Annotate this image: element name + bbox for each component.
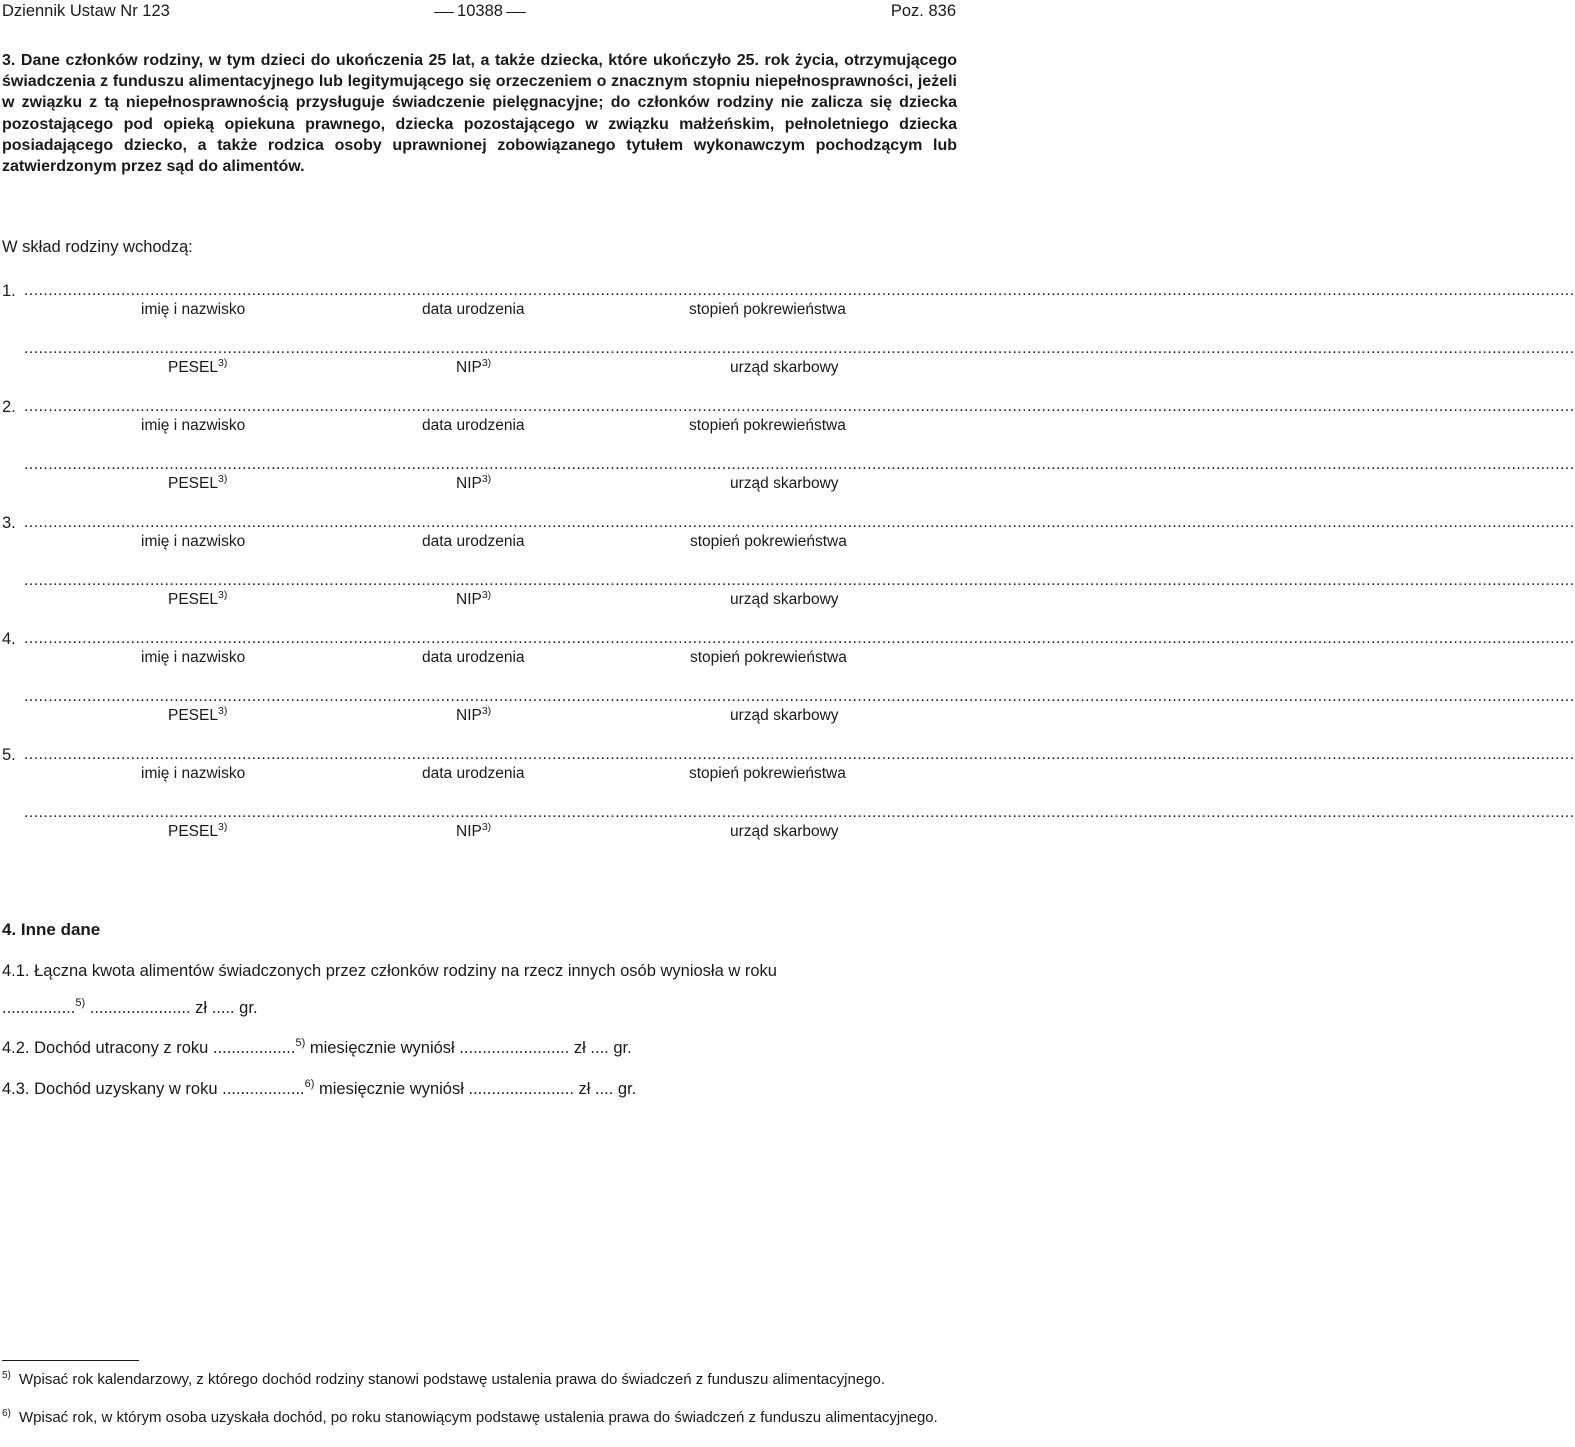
name-label: imię i nazwisko [141, 765, 246, 782]
footnote-ref: 5) [75, 997, 86, 1009]
family-member-5 [0, 746, 1575, 862]
birth-date-label: data urodzenia [422, 765, 525, 782]
footnote-ref: 3) [481, 473, 492, 485]
footnote-ref: 3) [481, 357, 492, 369]
section-3-heading: 3. Dane członków rodziny, w tym dzieci do ukończenia 25 lat, a także dziecka, które ukończyło 25. rok życia, otrzymującego świadczenia z funduszu alimentacyjnego lub legitymującego się orzeczeniem o znacznym stopniu niepełnosprawności, jeżeli w związku z tą niepełnosprawnością przysługuje świadczenie pielęgnacyjne; do członków rodziny nie zalicza się dziecka pozostającego pod opieką opiekuna prawnego, dziecka pozostającego w związku małżeńskim, pełnoletniego dziecka posiadającego dziecko, a także rodzica osoby uprawnionej zobowiązanego tytułem wykonawczym pochodzącym lub zatwierdzonym przez sąd do alimentów. [2, 52, 957, 176]
family-intro: W skład rodziny wchodzą: [2, 238, 193, 256]
relation-label: stopień pokrewieństwa [689, 417, 846, 434]
position-number: Poz. 836 [890, 2, 956, 20]
nip-label: NIP$^{3)}$ [456, 473, 492, 492]
pesel-nip-office-field[interactable]: ................................................................................................................................................................................................................................................................................................................................ [24, 456, 1575, 473]
tax-office-label: urząd skarbowy [730, 359, 839, 376]
relation-label: stopień pokrewieństwa [690, 649, 847, 666]
footnote-ref: 6) [304, 1078, 315, 1090]
tax-office-label: urząd skarbowy [730, 591, 839, 608]
footnote-ref: 3) [481, 821, 492, 833]
footnote-separator [2, 1360, 139, 1361]
footnote-ref: 3) [217, 821, 228, 833]
footnote-ref: 3) [217, 589, 228, 601]
name-birth-relation-field[interactable]: ................................................................................................................................................................................................................................................................................................................................ [24, 630, 1575, 647]
name-birth-relation-field[interactable]: ................................................................................................................................................................................................................................................................................................................................ [24, 514, 1575, 531]
pesel-label: PESEL$^{3)}$ [168, 821, 228, 840]
item-4-2-lost-income[interactable]: 4.2. Dochód utracony z roku ..................$^{5)}$ miesięcznie wyniósł ........................ zł .... gr. [2, 1037, 632, 1057]
relation-label: stopień pokrewieństwa [689, 765, 846, 782]
footnote-6 [2, 1408, 958, 1428]
item-4-1-text: 4.1. Łączna kwota alimentów świadczonych przez członków rodziny na rzecz innych osób wyniosła w roku [2, 962, 777, 980]
pesel-label: PESEL$^{3)}$ [168, 473, 228, 492]
footnote-ref: 5) [295, 1037, 306, 1049]
birth-date-label: data urodzenia [422, 649, 525, 666]
pesel-nip-office-field[interactable]: ................................................................................................................................................................................................................................................................................................................................ [24, 572, 1575, 589]
footnote-ref: 3) [217, 357, 228, 369]
nip-label: NIP$^{3)}$ [456, 357, 492, 376]
running-header [0, 2, 960, 24]
relation-label: stopień pokrewieństwa [690, 533, 847, 550]
nip-label: NIP$^{3)}$ [456, 705, 492, 724]
name-birth-relation-field[interactable]: ................................................................................................................................................................................................................................................................................................................................ [24, 746, 1575, 763]
name-birth-relation-field[interactable]: ................................................................................................................................................................................................................................................................................................................................ [24, 398, 1575, 415]
family-member-4 [0, 630, 1575, 746]
journal-title: Dziennik Ustaw Nr 123 [2, 2, 170, 20]
item-4-1-fill-line[interactable] [2, 999, 258, 1018]
footnote-ref: 3) [481, 705, 492, 717]
page-number: 10388 [428, 2, 532, 21]
pesel-label: PESEL$^{3)}$ [168, 589, 228, 608]
member-number: 4. [2, 630, 16, 648]
footnote-5 [2, 1370, 958, 1390]
family-member-1 [0, 282, 1575, 398]
pesel-label: PESEL$^{3)}$ [168, 357, 228, 376]
footnote-text: Wpisać rok, w którym osoba uzyskała dochód, po roku stanowiącym podstawę ustalenia prawa do świadczeń z funduszu alimentacyjnego. [19, 1409, 938, 1426]
name-label: imię i nazwisko [141, 533, 246, 550]
relation-label: stopień pokrewieństwa [689, 301, 846, 318]
member-number: 3. [2, 514, 16, 532]
tax-office-label: urząd skarbowy [730, 707, 839, 724]
amount-blank[interactable]: ...................... zł ..... gr. [89, 999, 258, 1017]
nip-label: NIP$^{3)}$ [456, 821, 492, 840]
item-4-3-gained-income[interactable]: 4.3. Dochód uzyskany w roku ..................$^{6)}$ miesięcznie wyniósł ....................... zł .... gr. [2, 1078, 637, 1098]
member-number: 1. [2, 282, 16, 300]
member-number: 5. [2, 746, 16, 764]
family-member-3 [0, 514, 1575, 630]
footnote-ref: 3) [481, 589, 492, 601]
footnote-ref: 3) [217, 473, 228, 485]
birth-date-label: data urodzenia [422, 301, 525, 318]
name-label: imię i nazwisko [141, 417, 246, 434]
pesel-nip-office-field[interactable]: ................................................................................................................................................................................................................................................................................................................................ [24, 340, 1575, 357]
footnote-mark: 6) [2, 1408, 11, 1419]
family-member-2 [0, 398, 1575, 514]
birth-date-label: data urodzenia [422, 417, 525, 434]
pesel-label: PESEL$^{3)}$ [168, 705, 228, 724]
name-birth-relation-field[interactable]: ................................................................................................................................................................................................................................................................................................................................ [24, 282, 1575, 299]
birth-date-label: data urodzenia [422, 533, 525, 550]
tax-office-label: urząd skarbowy [730, 823, 839, 840]
nip-label: NIP$^{3)}$ [456, 589, 492, 608]
section-4-heading: 4. Inne dane [2, 920, 101, 939]
footnote-mark: 5) [2, 1370, 11, 1381]
name-label: imię i nazwisko [141, 301, 246, 318]
tax-office-label: urząd skarbowy [730, 475, 839, 492]
pesel-nip-office-field[interactable]: ................................................................................................................................................................................................................................................................................................................................ [24, 804, 1575, 821]
member-number: 2. [2, 398, 16, 416]
footnote-ref: 3) [217, 705, 228, 717]
pesel-nip-office-field[interactable]: ................................................................................................................................................................................................................................................................................................................................ [24, 688, 1575, 705]
footnote-text: Wpisać rok kalendarzowy, z którego dochód rodziny stanowi podstawę ustalenia prawa do świadczeń z funduszu alimentacyjnego. [19, 1371, 886, 1388]
name-label: imię i nazwisko [141, 649, 246, 666]
year-blank[interactable]: ................ [2, 999, 76, 1017]
